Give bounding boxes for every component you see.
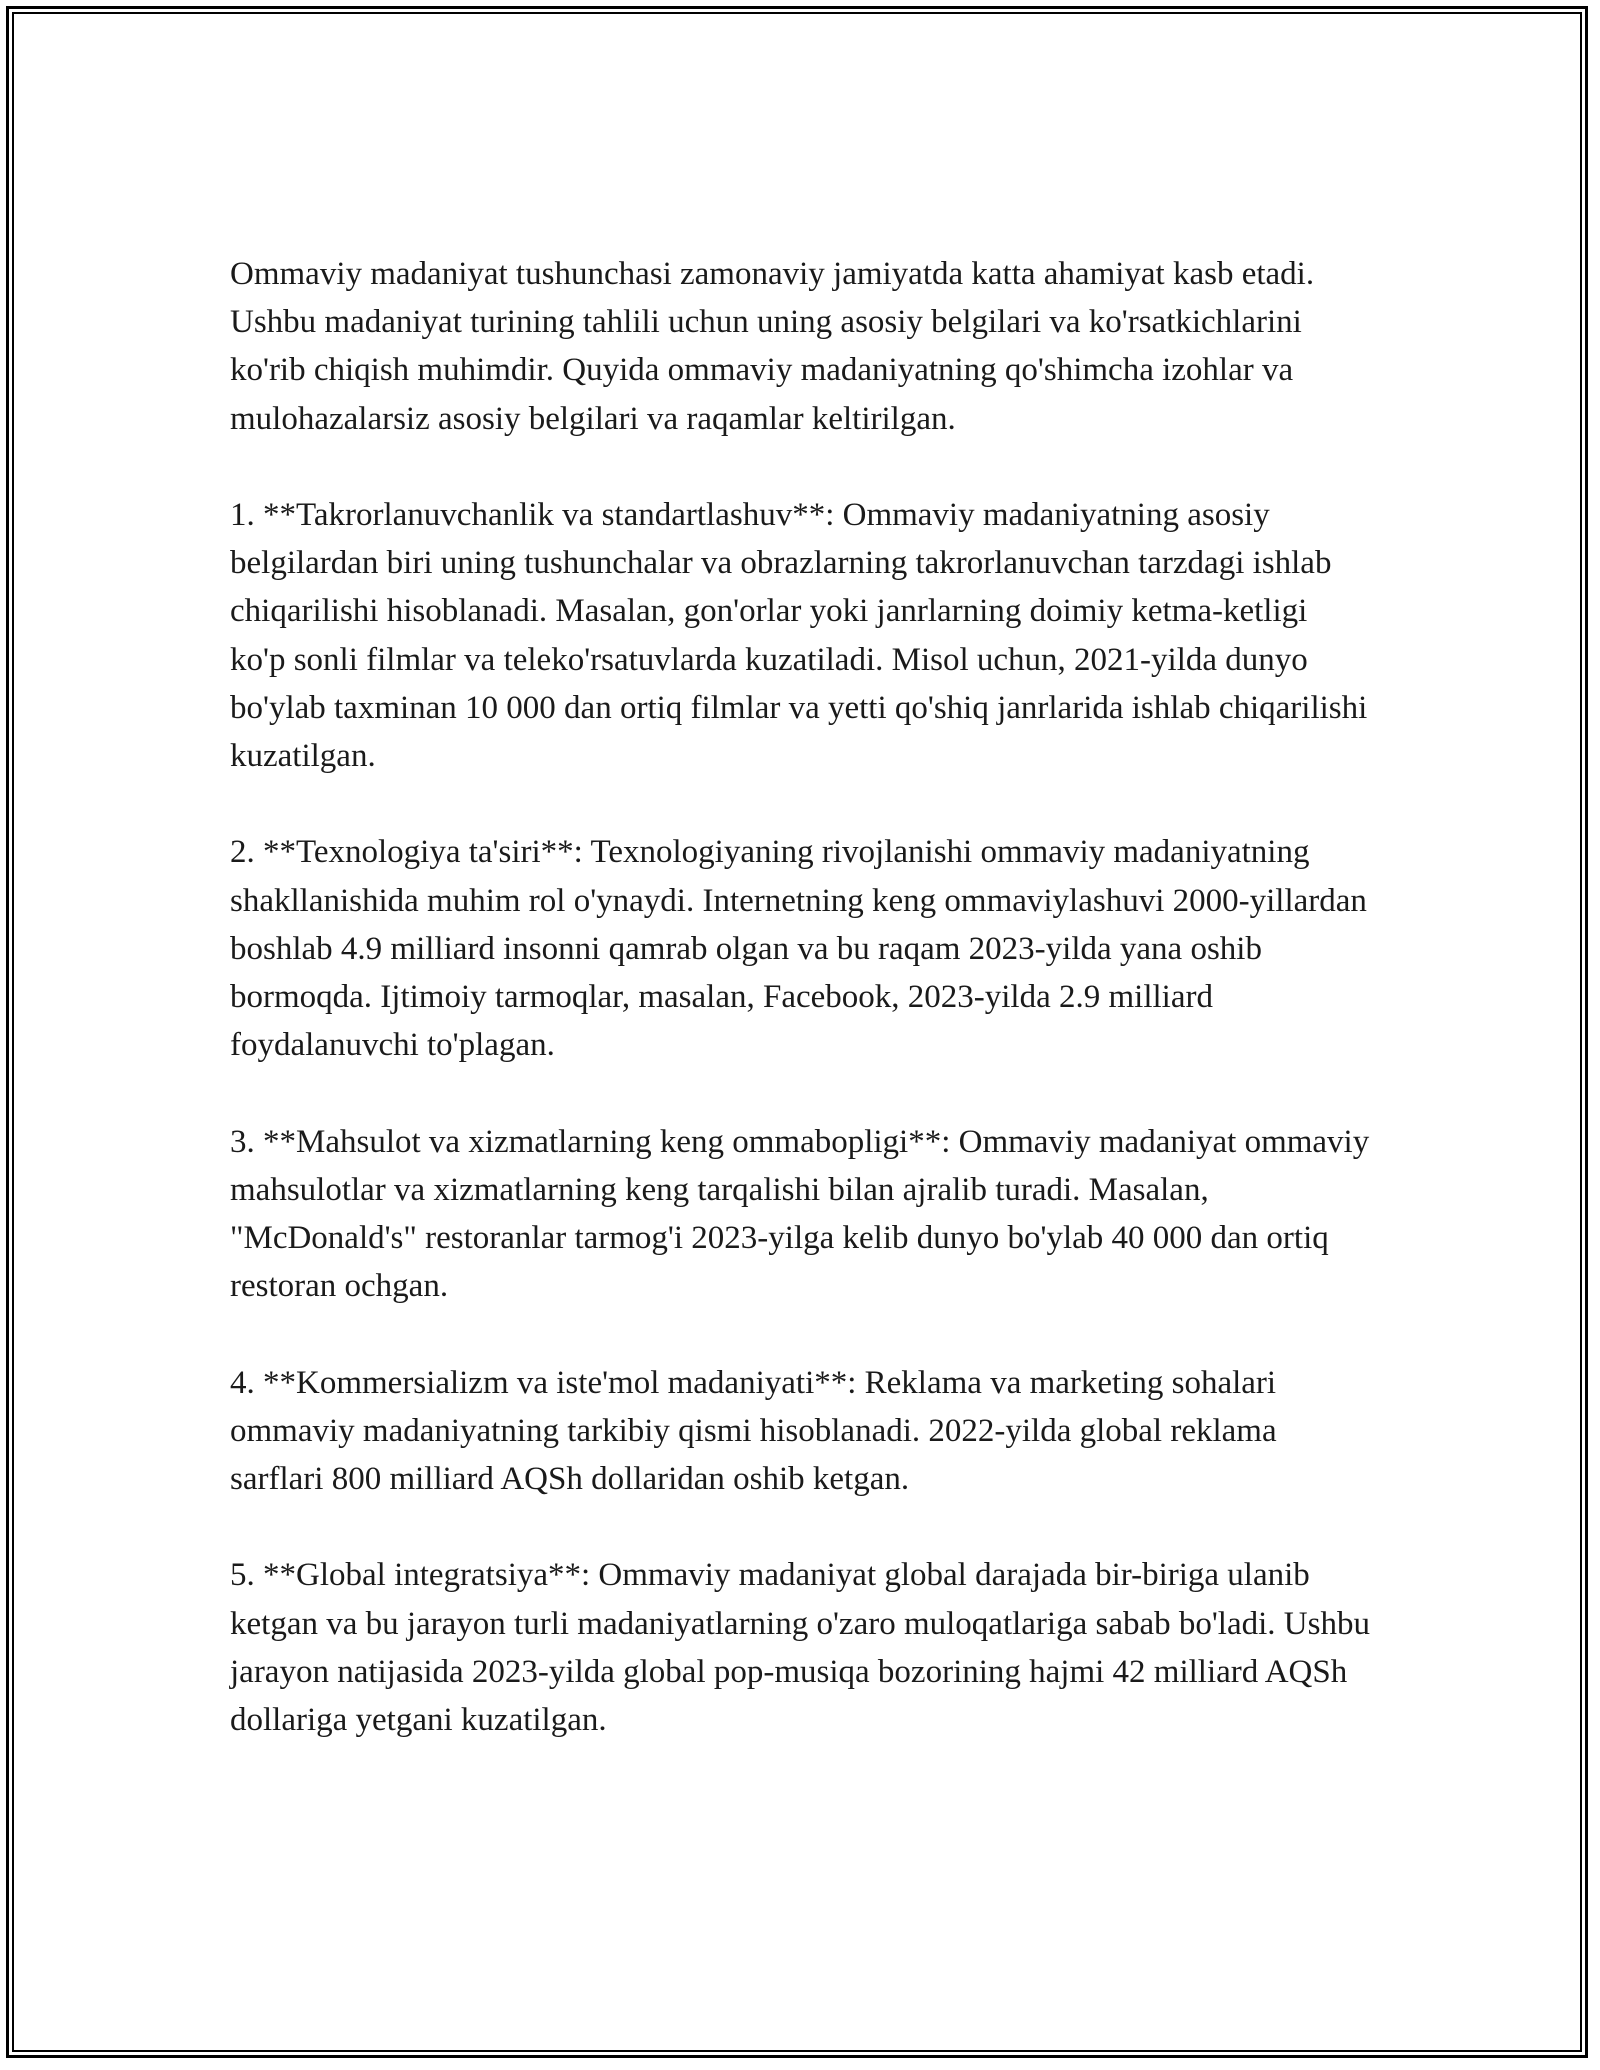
intro-paragraph: Ommaviy madaniyat tushunchasi zamonaviy jamiyatda katta ahamiyat kasb etadi. Ushbu madaniyat turining tahlili uchun uning asosiy belgilari va ko'rsatkichlarini ko'rib chiqish muhimdir. Quyida ommaviy madaniyatning qo'shimcha izohlar va mulohazalarsiz asosiy belgilari va raqamlar keltirilgan. [230, 256, 1315, 437]
list-item-4: 4. **Kommersializm va iste'mol madaniyati**: Reklama va marketing sohalari ommaviy madaniyatning tarkibiy qismi hisoblanadi. 2022-yilda global reklama sarflari 800 milliard AQSh dollaridan oshib ketgan. [230, 1364, 1277, 1498]
list-item-3: 3. **Mahsulot va xizmatlarning keng ommabopligi**: Ommaviy madaniyat ommaviy mahsulotlar va xizmatlarning keng tarqalishi bilan ajralib turadi. Masalan, "McDonald's" restoranlar tarmog'i 2023-yilga kelib dunyo bo'ylab 40 000 dan ortiq restoran ochgan. [230, 1123, 1370, 1305]
list-item-2: 2. **Texnologiya ta'siri**: Texnologiyaning rivojlanishi ommaviy madaniyatning shakllanishida muhim rol o'ynaydi. Internetning keng ommaviylashuvi 2000-yillardan boshlab 4.9 milliard insonni qamrab olgan va bu raqam 2023-yilda yana oshib bormoqda. Ijtimoiy tarmoqlar, masalan, Facebook, 2023-yilda 2.9 milliard foydalanuvchi to'plagan. [230, 834, 1367, 1064]
list-item-1: 1. **Takrorlanuvchanlik va standartlashuv**: Ommaviy madaniyatning asosiy belgilardan biri uning tushunchalar va obrazlarning takrorlanuvchan tarzdagi ishlab chiqarilishi hisoblanadi. Masalan, gon'orlar yoki janrlarning doimiy ketma-ketligi ko'p sonli filmlar va teleko'rsatuvlarda kuzatiladi. Misol uchun, 2021-yilda dunyo bo'ylab taxminan 10 000 dan ortiq filmlar va yetti qo'shiq janrlarida ishlab chiqarilishi kuzatilgan. [230, 497, 1368, 775]
document-body [230, 250, 1370, 1792]
list-item-5: 5. **Global integratsiya**: Ommaviy madaniyat global darajada bir-biriga ulanib ketgan va bu jarayon turli madaniyatlarning o'zaro muloqatlariga sabab bo'ladi. Ushbu jarayon natijasida 2023-yilda global pop-musiqa bozorining hajmi 42 milliard AQSh dollariga yetgani kuzatilgan. [230, 1557, 1370, 1739]
